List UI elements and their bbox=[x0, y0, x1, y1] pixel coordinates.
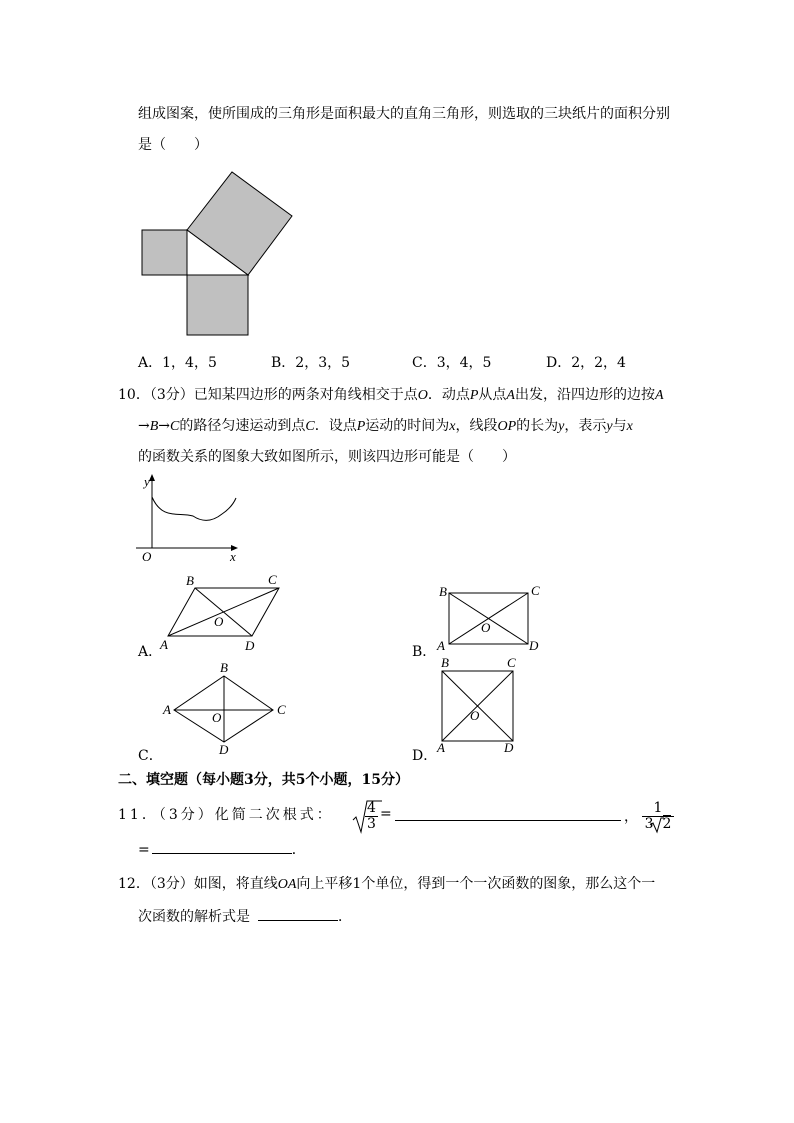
d-label-c: C bbox=[507, 655, 516, 670]
q12-blank[interactable] bbox=[258, 906, 338, 921]
q12-line2: 次函数的解析式是 ． bbox=[138, 906, 352, 926]
q10-option-a-label: A． bbox=[138, 644, 163, 660]
graph-y-label: y bbox=[144, 474, 150, 489]
b-label-a: A bbox=[437, 638, 445, 653]
d-label-a: A bbox=[437, 740, 445, 755]
c-label-a: A bbox=[163, 702, 171, 717]
q11-frac-num: 1 bbox=[642, 801, 674, 817]
a-label-o: O bbox=[214, 614, 224, 629]
q12-line1: 12．（3分）如图，将直线OA向上平移1个单位，得到一个一次函数的图象，那么这个一 bbox=[118, 876, 656, 892]
graph-origin-label: O bbox=[142, 549, 152, 564]
q9-option-a: A．1，4，5 bbox=[138, 355, 217, 371]
q11-sqrt-num: 4 bbox=[367, 800, 376, 816]
b-label-b: B bbox=[439, 584, 447, 599]
d-label-b: B bbox=[441, 655, 449, 670]
q9-option-c: C．3，4，5 bbox=[412, 355, 492, 371]
q10-line2: →B→C的路径匀速运动到点C．设点P运动的时间为x，线段OP的长为y，表示y与x bbox=[138, 418, 633, 434]
section-heading: 二、填空题（每小题3分，共5个小题，15分） bbox=[118, 772, 409, 788]
a-label-a: A bbox=[160, 637, 168, 652]
q11-frac-den: 3 2 bbox=[644, 816, 672, 832]
c-label-d: D bbox=[219, 742, 229, 757]
b-label-d: D bbox=[529, 638, 539, 653]
q9-option-b: B．2，3，5 bbox=[271, 355, 351, 371]
a-label-c: C bbox=[268, 572, 277, 587]
d-label-d: D bbox=[504, 740, 514, 755]
q10-option-b-label: B． bbox=[412, 644, 437, 660]
q10-line1: 10．（3分）已知某四边形的两条对角线相交于点O．动点P从点A出发，沿四边形的边按A bbox=[118, 387, 664, 403]
q11-comma: ， bbox=[624, 809, 638, 825]
d-label-o: O bbox=[470, 708, 480, 723]
q9-line2: 是（ ） bbox=[138, 137, 208, 153]
c-label-c: C bbox=[277, 702, 286, 717]
q10-option-c-label: C． bbox=[138, 748, 163, 764]
q11-sqrt-den: 3 bbox=[367, 816, 376, 832]
c-label-o: O bbox=[212, 710, 222, 725]
q11-eq: = bbox=[380, 806, 392, 822]
q11-blank-2[interactable] bbox=[152, 839, 292, 854]
a-label-b: B bbox=[186, 573, 194, 588]
q11-line2: = ． bbox=[138, 839, 306, 859]
q10-option-d-label: D． bbox=[412, 748, 438, 764]
b-label-c: C bbox=[531, 583, 540, 598]
q9-option-d: D．2，2，4 bbox=[546, 355, 626, 371]
c-label-b: B bbox=[220, 660, 228, 675]
b-label-o: O bbox=[481, 620, 491, 635]
q10-line3: 的函数关系的图象大致如图所示，则该四边形可能是（ ） bbox=[138, 449, 516, 465]
q9-line1: 组成图案，使所围成的三角形是面积最大的直角三角形，则选取的三块纸片的面积分别 bbox=[138, 106, 670, 122]
q11-prefix: 11．（3分）化简二次根式： bbox=[118, 807, 334, 823]
graph-x-label: x bbox=[230, 549, 236, 564]
a-label-d: D bbox=[245, 638, 255, 653]
